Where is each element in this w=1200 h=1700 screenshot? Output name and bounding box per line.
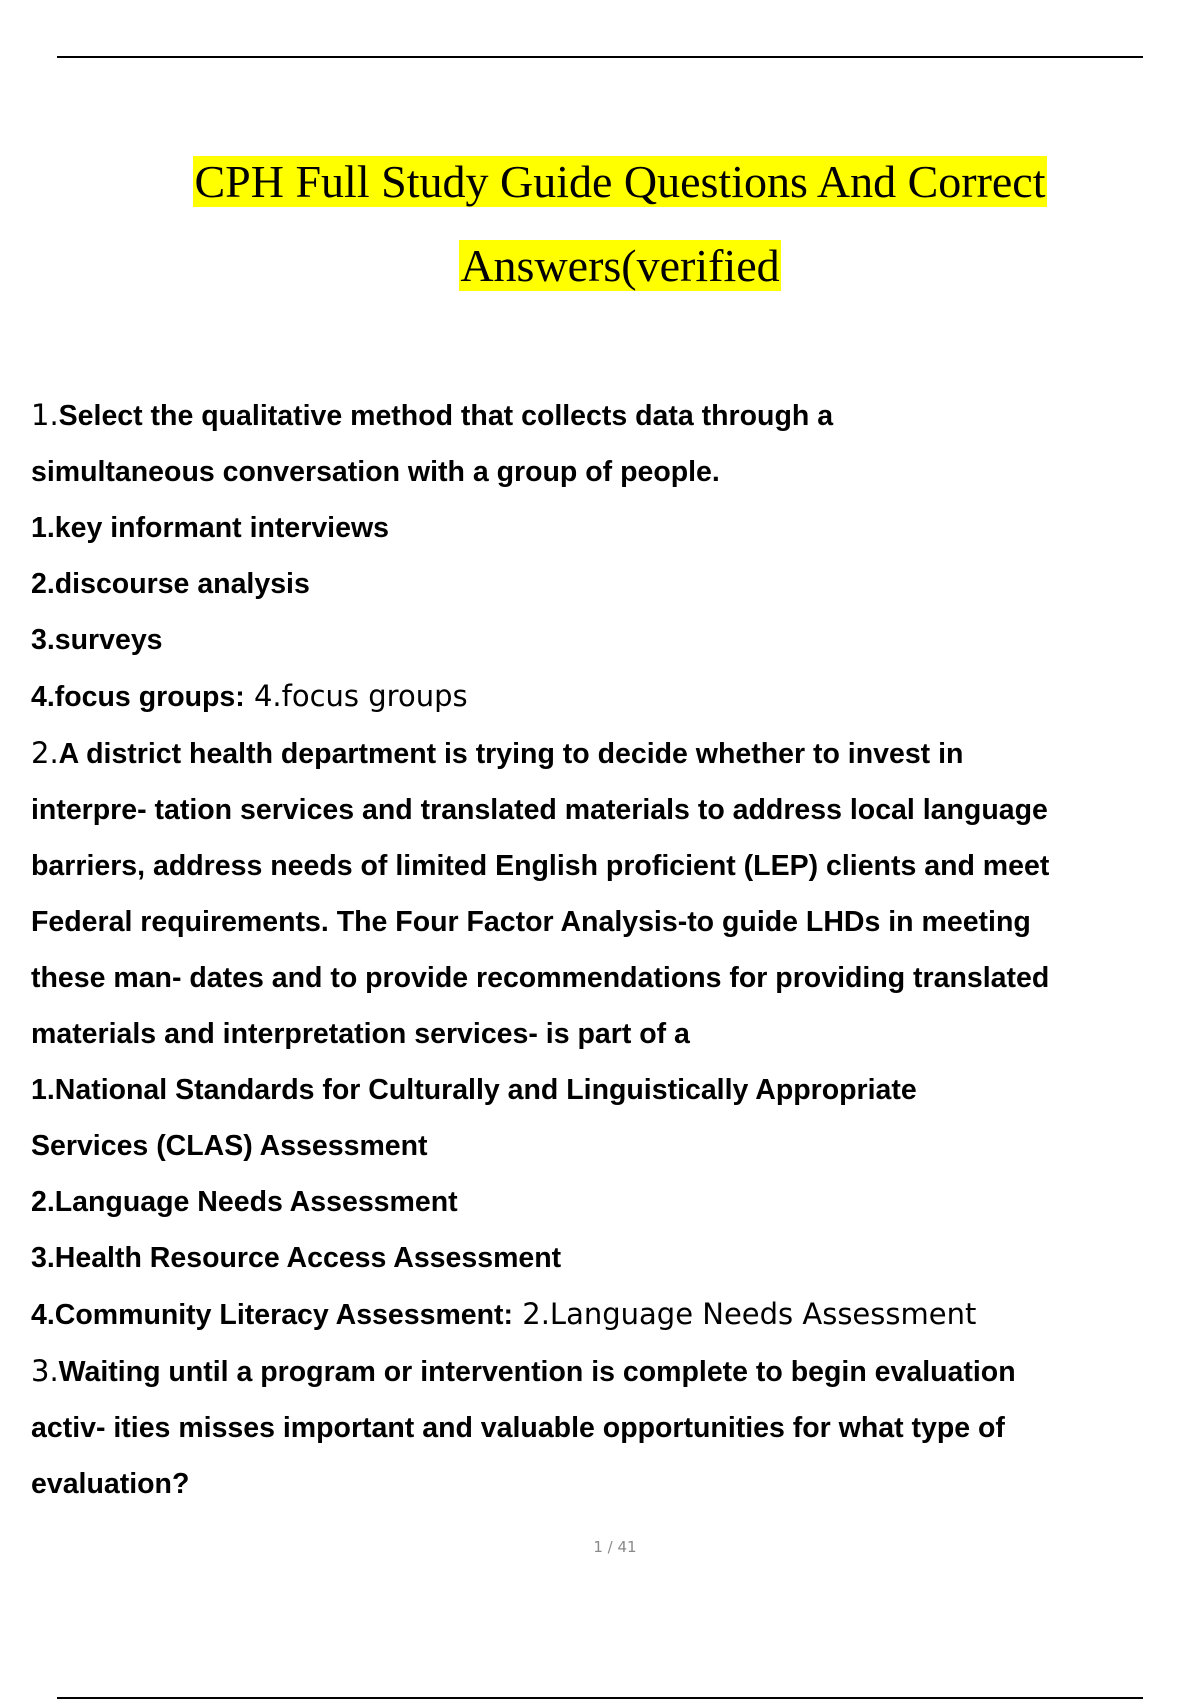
- question-2-stem-line: Federal requirements. The Four Factor Analysis-to guide LHDs in meeting: [31, 906, 1031, 938]
- question-1-option: 1.key informant interviews: [31, 512, 389, 544]
- question-1-option: 3.surveys: [31, 624, 163, 656]
- question-1-option: 4.focus groups: 4.focus groups: [31, 679, 468, 713]
- title-line-1: CPH Full Study Guide Questions And Correct: [194, 156, 1046, 207]
- title-line-2: Answers(verified: [460, 240, 780, 291]
- question-2-stem-line: interpre- tation services and translated materials to address local language: [31, 794, 1048, 826]
- top-rule: [57, 56, 1143, 58]
- question-1-option: 2.discourse analysis: [31, 568, 310, 600]
- document-title: [0, 140, 1200, 308]
- questions-body: [31, 387, 1191, 1512]
- question-3-stem-line: activ- ities misses important and valuable opportunities for what type of: [31, 1412, 1005, 1444]
- question-2-option: 4.Community Literacy Assessment: 2.Language Needs Assessment: [31, 1297, 977, 1331]
- page-indicator: 1 / 41: [593, 1538, 637, 1556]
- question-2-answer: 2.Language Needs Assessment: [513, 1297, 977, 1331]
- question-2-stem-line: 2.A district health department is trying to decide whether to invest in: [31, 736, 964, 770]
- question-number: 2.: [31, 736, 59, 770]
- question-2-option: 2.Language Needs Assessment: [31, 1186, 458, 1218]
- bottom-rule: [57, 1697, 1143, 1699]
- question-1-answer: 4.focus groups: [244, 679, 468, 713]
- question-2-stem-line: these man- dates and to provide recommendations for providing translated: [31, 962, 1050, 994]
- question-2-stem-line: materials and interpretation services- is part of a: [31, 1018, 690, 1050]
- question-2-option: 3.Health Resource Access Assessment: [31, 1242, 562, 1274]
- question-2-option: 1.National Standards for Culturally and Linguistically Appropriate: [31, 1074, 917, 1106]
- question-number: 1.: [31, 398, 59, 432]
- question-1-stem-line: simultaneous conversation with a group of people.: [31, 456, 720, 488]
- question-2-stem-line: barriers, address needs of limited English proficient (LEP) clients and meet: [31, 850, 1050, 882]
- question-number: 3.: [31, 1354, 59, 1388]
- question-1-stem-line: 1.Select the qualitative method that collects data through a: [31, 398, 834, 432]
- question-3-stem-line: evaluation?: [31, 1468, 190, 1500]
- question-2-option: Services (CLAS) Assessment: [31, 1130, 428, 1162]
- question-3-stem-line: 3.Waiting until a program or intervention is complete to begin evaluation: [31, 1354, 1016, 1388]
